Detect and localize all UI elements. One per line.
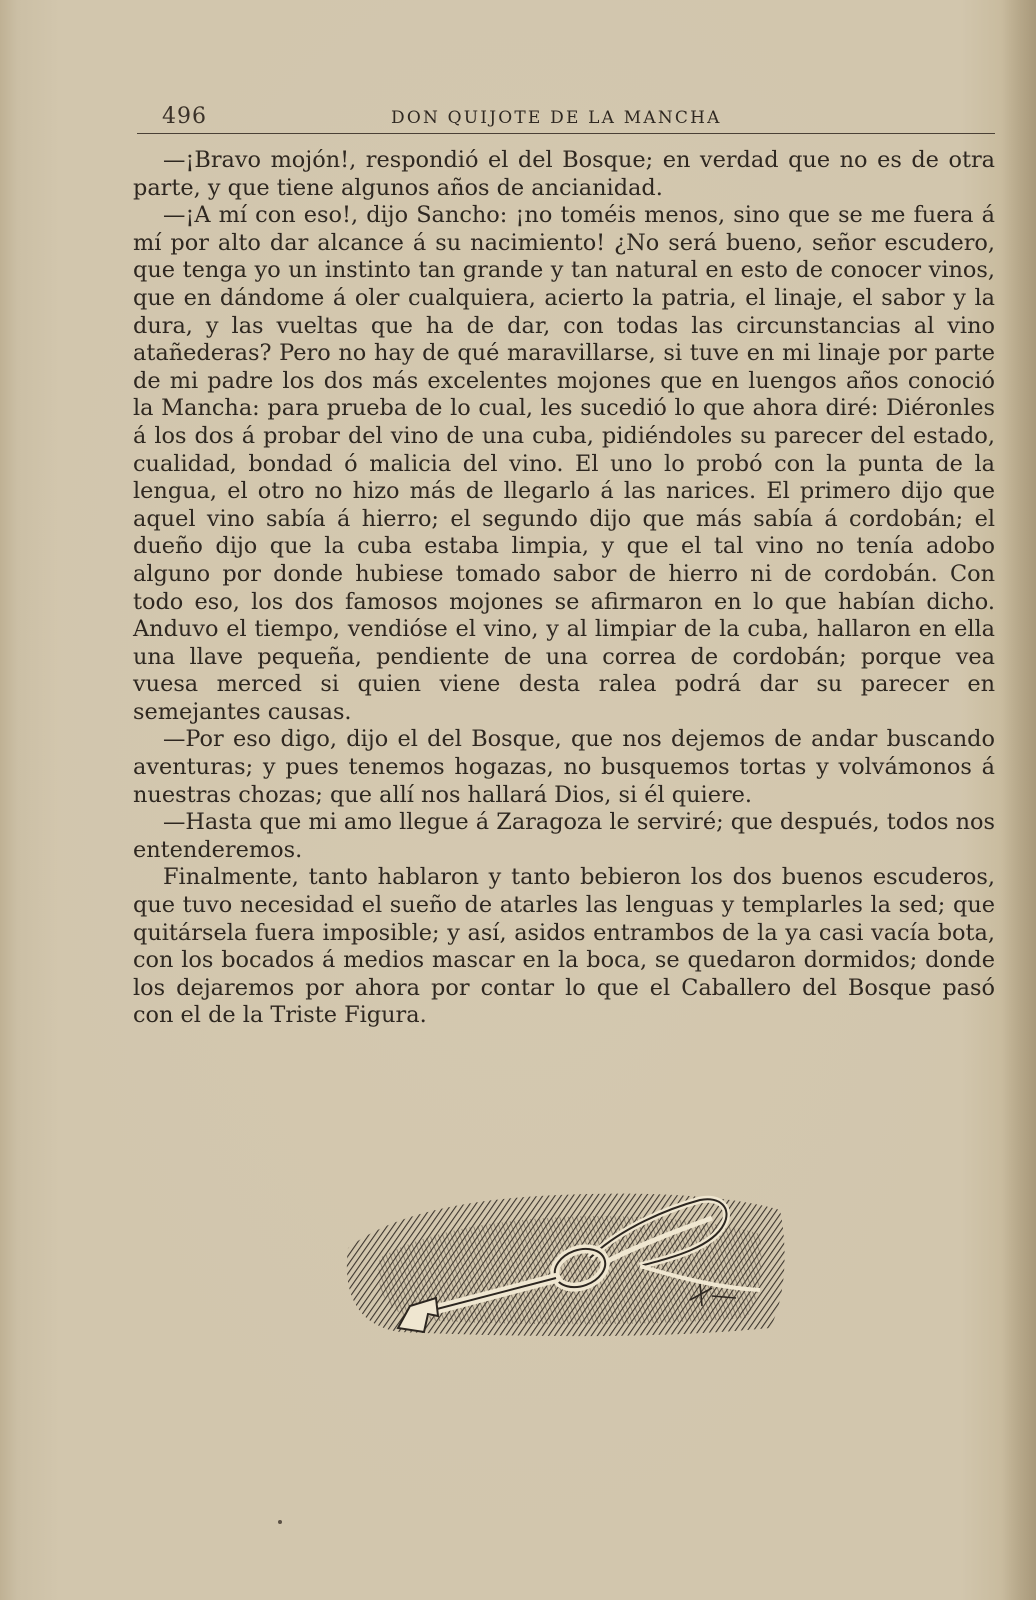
page-number: 496 (162, 104, 207, 129)
paragraph: —¡Bravo mojón!, respondió el del Bosque; en verdad que no es de otra parte, y que tiene algunos años de ancianidad. (133, 147, 995, 201)
running-head (137, 100, 995, 140)
ink-speck (278, 1520, 282, 1524)
body-text (133, 147, 995, 1030)
running-title: DON QUIJOTE DE LA MANCHA (391, 108, 722, 128)
key-with-leather-strap-icon (340, 1188, 790, 1338)
paragraph: —¡A mí con eso!, dijo Sancho: ¡no toméis menos, sino que se me fuera á mí por alto dar alcance á su nacimiento! ¿No será bueno, señor escudero, que tenga yo un instinto tan grande y tan natural en esto de conocer vinos, que en dándome á oler cualquiera, acierto la patria, el linaje, el sabor y la dura, y las vueltas que ha de dar, con todas las circunstancias al vino atañederas? Pero no hay de qué maravillarse, si tuve en mi linaje por parte de mi padre los dos más excelentes mojones que en luengos años conoció la Mancha: para prueba de lo cual, les sucedió lo que ahora diré: Diéronles á los dos á probar del vino de una cuba, pidiéndoles su parecer del estado, cualidad, bondad ó malicia del vino. El uno lo probó con la punta de la lengua, el otro no hizo más de llegarlo á las narices. El primero dijo que aquel vino sabía á hierro; el segundo dijo que más sabía á cordobán; el dueño dijo que la cuba estaba limpia, y que el tal vino no tenía adobo alguno por donde hubiese tomado sabor de hierro ni de cordobán. Con todo eso, los dos famosos mojones se afirmaron en lo que habían dicho. Anduvo el tiempo, vendióse el vino, y al limpiar de la cuba, hallaron en ella una llave pequeña, pendiente de una correa de cordobán; porque vea vuesa merced si quien viene desta ralea podrá dar su parecer en semejantes causas. (133, 202, 995, 725)
paragraph: Finalmente, tanto hablaron y tanto bebieron los dos buenos escuderos, que tuvo necesidad el sueño de atarles las lenguas y templarles la sed; que quitársela fuera imposible; y así, asidos entrambos de la ya casi vacía bota, con los bocados á medios mascar en la boca, se quedaron dormidos; donde los dejaremos por ahora por contar lo que el Caballero del Bosque pasó con el de la Triste Figura. (133, 864, 995, 1029)
page-edge-shadow (1002, 0, 1036, 1600)
paragraph: —Por eso digo, dijo el del Bosque, que nos dejemos de andar buscando aventuras; y pues tenemos hogazas, no busquemos tortas y volvámonos á nuestras chozas; que allí nos hallará Dios, si él quiere. (133, 726, 995, 808)
header-rule (137, 133, 995, 134)
paragraph: —Hasta que mi amo llegue á Zaragoza le serviré; que después, todos nos entenderemos. (133, 809, 995, 863)
